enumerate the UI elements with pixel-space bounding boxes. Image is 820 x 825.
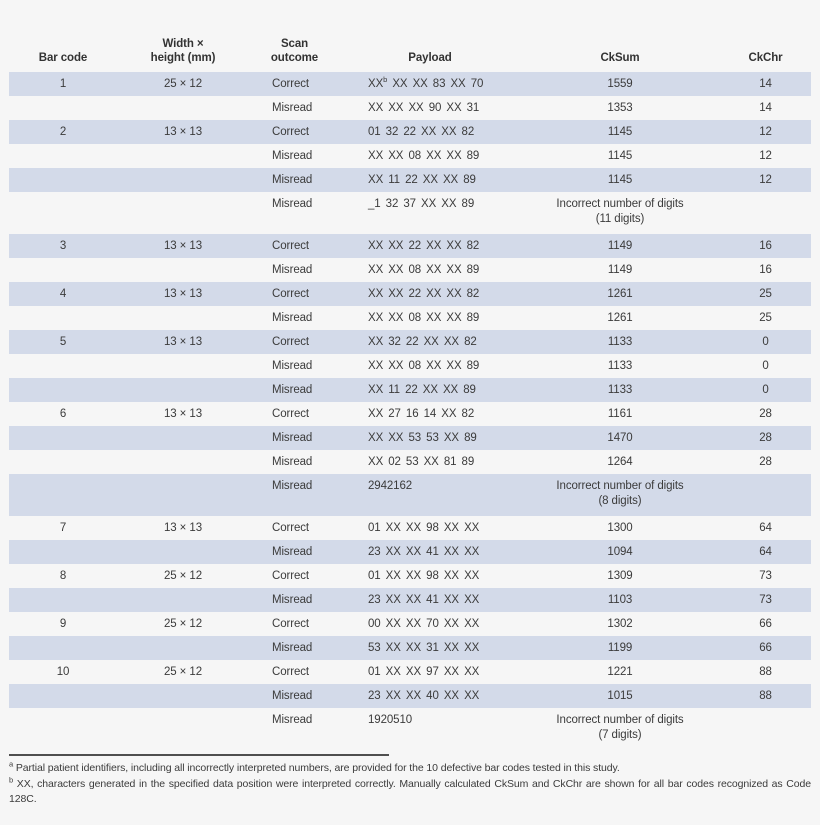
table-row bbox=[9, 120, 811, 144]
cell-payload: XX 32 22 XX XX 82 bbox=[368, 336, 477, 348]
cell-cksum: 1149 bbox=[607, 240, 633, 252]
cell-payload: XX XX 08 XX XX 89 bbox=[368, 360, 480, 372]
cell-scan-outcome: Correct bbox=[272, 666, 310, 678]
table-row bbox=[9, 330, 811, 354]
cell-scan-outcome: Correct bbox=[272, 408, 310, 420]
cell-ckchr: 66 bbox=[759, 642, 772, 654]
cell-cksum: 1145 bbox=[607, 174, 633, 186]
cell-width-height: 13 × 13 bbox=[164, 408, 202, 420]
cell-payload: XX XX 08 XX XX 89 bbox=[368, 150, 480, 162]
table-row bbox=[9, 450, 811, 474]
cell-ckchr: 14 bbox=[759, 102, 772, 114]
cell-cksum: 1145 bbox=[607, 126, 633, 138]
cell-scan-outcome: Misread bbox=[272, 594, 313, 606]
table-row bbox=[9, 684, 811, 708]
cell-ckchr: 12 bbox=[759, 126, 772, 138]
cell-payload: XX 27 16 14 XX 82 bbox=[368, 408, 475, 420]
footnote-a bbox=[9, 761, 811, 777]
footnote-a-text: Partial patient identifiers, including all incorrectly interpreted numbers, are provided for the 10 defective bar codes tested in this study. bbox=[13, 762, 620, 774]
cell-payload: 23 XX XX 41 XX XX bbox=[368, 594, 480, 606]
cell-bar-code: 2 bbox=[59, 126, 67, 138]
cell-payload: XX XX 08 XX XX 89 bbox=[368, 264, 480, 276]
cell-scan-outcome: Correct bbox=[272, 240, 310, 252]
cell-scan-outcome: Correct bbox=[272, 78, 310, 90]
cell-width-height: 25 × 12 bbox=[164, 666, 202, 678]
footnote-b bbox=[9, 777, 811, 808]
cell-cksum: 1199 bbox=[607, 642, 633, 654]
column-header-payload: Payload bbox=[408, 51, 452, 64]
cell-scan-outcome: Misread bbox=[272, 174, 313, 186]
cell-ckchr: 0 bbox=[762, 360, 769, 372]
table-row bbox=[9, 168, 811, 192]
cell-width-height: 13 × 13 bbox=[164, 522, 202, 534]
cell-scan-outcome: Correct bbox=[272, 570, 310, 582]
table-row bbox=[9, 540, 811, 564]
cell-scan-outcome: Correct bbox=[272, 522, 310, 534]
footnote-b-text: XX, characters generated in the specified data position were interpreted correctly. Manually calculated CkSum and CkChr are shown for all bar codes recognized as Code 128C. bbox=[9, 777, 811, 806]
cell-ckchr: 25 bbox=[759, 288, 772, 300]
cell-cksum: 1353 bbox=[607, 102, 633, 114]
cell-cksum: 1302 bbox=[607, 618, 633, 630]
table-row bbox=[9, 402, 811, 426]
cell-scan-outcome: Misread bbox=[272, 384, 313, 396]
column-header-ckchr: CkChr bbox=[748, 51, 783, 64]
cell-payload: XX XX 22 XX XX 82 bbox=[368, 240, 480, 252]
cell-payload: $XX^b$ XX XX 83 XX 70 bbox=[368, 75, 484, 90]
cell-cksum: 1145 bbox=[607, 150, 633, 162]
footnote-divider bbox=[9, 754, 389, 756]
cell-ckchr: 16 bbox=[759, 240, 772, 252]
column-header-width-height: Width × height (mm) bbox=[150, 38, 216, 64]
cell-cksum: 1103 bbox=[607, 594, 633, 606]
cell-cksum: 1221 bbox=[607, 666, 633, 678]
table-row bbox=[9, 96, 811, 120]
cell-scan-outcome: Misread bbox=[272, 198, 313, 210]
cell-ckchr: 14 bbox=[759, 78, 772, 90]
cell-ckchr: 12 bbox=[759, 150, 772, 162]
cell-ckchr: 28 bbox=[759, 456, 772, 468]
cell-payload: 23 XX XX 41 XX XX bbox=[368, 546, 480, 558]
table-row bbox=[9, 474, 811, 516]
table-row bbox=[9, 354, 811, 378]
cell-ckchr: 25 bbox=[759, 312, 772, 324]
cell-cksum: 1133 bbox=[607, 336, 633, 348]
table-row bbox=[9, 306, 811, 330]
cell-bar-code: 7 bbox=[59, 522, 67, 534]
cell-width-height: 13 × 13 bbox=[164, 240, 202, 252]
cell-scan-outcome: Misread bbox=[272, 546, 313, 558]
table-row bbox=[9, 636, 811, 660]
cell-payload: XX 11 22 XX XX 89 bbox=[368, 384, 476, 396]
footnote-b-superscript: b bbox=[9, 775, 14, 785]
cell-cksum: 1309 bbox=[607, 570, 633, 582]
cell-cksum: 1015 bbox=[607, 690, 633, 702]
cell-cksum: 1261 bbox=[607, 312, 633, 324]
table-row bbox=[9, 192, 811, 234]
cell-scan-outcome: Misread bbox=[272, 102, 313, 114]
cell-ckchr: 88 bbox=[759, 666, 772, 678]
cell-bar-code: 6 bbox=[59, 408, 67, 420]
cell-bar-code: 5 bbox=[59, 336, 67, 348]
cell-ckchr: 88 bbox=[759, 690, 772, 702]
cell-scan-outcome: Misread bbox=[272, 432, 313, 444]
cell-ckchr: 66 bbox=[759, 618, 772, 630]
cell-payload: _1 32 37 XX XX 89 bbox=[368, 198, 475, 210]
cell-payload: XX 02 53 XX 81 89 bbox=[368, 456, 475, 468]
cell-cksum: 1470 bbox=[607, 432, 633, 444]
payload-superscript: b bbox=[383, 75, 388, 85]
table-row bbox=[9, 516, 811, 540]
cell-ckchr: 28 bbox=[759, 432, 772, 444]
cell-bar-code: 4 bbox=[59, 288, 67, 300]
cell-ckchr: 28 bbox=[759, 408, 772, 420]
cell-payload: 23 XX XX 40 XX XX bbox=[368, 690, 480, 702]
column-header-scan-outcome: Scan outcome bbox=[270, 38, 319, 64]
table-row bbox=[9, 588, 811, 612]
cell-cksum: 1149 bbox=[607, 264, 633, 276]
cell-payload: XX XX XX 90 XX 31 bbox=[368, 102, 480, 114]
cell-payload: 01 XX XX 98 XX XX bbox=[368, 570, 480, 582]
table-row bbox=[9, 258, 811, 282]
cell-bar-code: 9 bbox=[59, 618, 67, 630]
cell-bar-code: 8 bbox=[59, 570, 67, 582]
cell-scan-outcome: Misread bbox=[272, 480, 313, 492]
table-header-row bbox=[9, 30, 811, 72]
table-row bbox=[9, 612, 811, 636]
table-row bbox=[9, 234, 811, 258]
cell-scan-outcome: Correct bbox=[272, 288, 310, 300]
cell-cksum: Incorrect number of digits (8 digits) bbox=[556, 480, 684, 507]
table-row bbox=[9, 282, 811, 306]
cell-payload: 01 XX XX 97 XX XX bbox=[368, 666, 480, 678]
cell-payload: 2942162 bbox=[368, 480, 413, 492]
cell-ckchr: 64 bbox=[759, 546, 772, 558]
cell-ckchr: 16 bbox=[759, 264, 772, 276]
cell-payload: 01 XX XX 98 XX XX bbox=[368, 522, 480, 534]
cell-scan-outcome: Correct bbox=[272, 126, 310, 138]
cell-ckchr: 0 bbox=[762, 384, 769, 396]
cell-ckchr: 64 bbox=[759, 522, 772, 534]
cell-cksum: 1161 bbox=[607, 408, 633, 420]
table-row bbox=[9, 72, 811, 96]
cell-cksum: 1264 bbox=[607, 456, 633, 468]
table-row bbox=[9, 378, 811, 402]
table-body bbox=[9, 72, 811, 750]
table-row bbox=[9, 660, 811, 684]
cell-cksum: 1300 bbox=[607, 522, 633, 534]
column-header-bar-code: Bar code bbox=[38, 51, 88, 64]
cell-cksum: Incorrect number of digits (7 digits) bbox=[556, 714, 684, 741]
cell-bar-code: 1 bbox=[59, 78, 67, 90]
cell-bar-code: 3 bbox=[59, 240, 67, 252]
column-header-cksum: CkSum bbox=[600, 51, 640, 64]
cell-cksum: 1133 bbox=[607, 384, 633, 396]
cell-payload: XX 11 22 XX XX 89 bbox=[368, 174, 476, 186]
cell-scan-outcome: Misread bbox=[272, 360, 313, 372]
cell-ckchr: 0 bbox=[762, 336, 769, 348]
cell-scan-outcome: Misread bbox=[272, 456, 313, 468]
cell-width-height: 13 × 13 bbox=[164, 336, 202, 348]
cell-scan-outcome: Misread bbox=[272, 264, 313, 276]
cell-scan-outcome: Misread bbox=[272, 312, 313, 324]
cell-scan-outcome: Correct bbox=[272, 618, 310, 630]
cell-scan-outcome: Misread bbox=[272, 150, 313, 162]
footnotes bbox=[9, 761, 811, 808]
cell-payload: 53 XX XX 31 XX XX bbox=[368, 642, 480, 654]
table-row bbox=[9, 708, 811, 750]
cell-payload: 01 32 22 XX XX 82 bbox=[368, 126, 475, 138]
table-row bbox=[9, 426, 811, 450]
cell-scan-outcome: Misread bbox=[272, 642, 313, 654]
cell-scan-outcome: Misread bbox=[272, 690, 313, 702]
cell-cksum: 1133 bbox=[607, 360, 633, 372]
cell-cksum: 1261 bbox=[607, 288, 633, 300]
cell-ckchr: 12 bbox=[759, 174, 772, 186]
cell-payload: XX XX 22 XX XX 82 bbox=[368, 288, 480, 300]
cell-scan-outcome: Misread bbox=[272, 714, 313, 726]
cell-ckchr: 73 bbox=[759, 570, 772, 582]
cell-bar-code: 10 bbox=[56, 666, 70, 678]
cell-width-height: 25 × 12 bbox=[164, 618, 202, 630]
cell-width-height: 13 × 13 bbox=[164, 288, 202, 300]
table-row bbox=[9, 564, 811, 588]
cell-width-height: 13 × 13 bbox=[164, 126, 202, 138]
cell-width-height: 25 × 12 bbox=[164, 570, 202, 582]
cell-ckchr: 73 bbox=[759, 594, 772, 606]
cell-cksum: 1094 bbox=[607, 546, 633, 558]
cell-payload: 1920510 bbox=[368, 714, 413, 726]
barcode-results-table bbox=[9, 30, 811, 808]
footnote-a-superscript: a bbox=[9, 759, 14, 769]
cell-payload: 00 XX XX 70 XX XX bbox=[368, 618, 480, 630]
cell-cksum: Incorrect number of digits (11 digits) bbox=[556, 198, 684, 225]
cell-cksum: 1559 bbox=[607, 78, 633, 90]
table-row bbox=[9, 144, 811, 168]
cell-width-height: 25 × 12 bbox=[164, 78, 202, 90]
cell-payload: XX XX 53 53 XX 89 bbox=[368, 432, 477, 444]
cell-payload: XX XX 08 XX XX 89 bbox=[368, 312, 480, 324]
cell-scan-outcome: Correct bbox=[272, 336, 310, 348]
